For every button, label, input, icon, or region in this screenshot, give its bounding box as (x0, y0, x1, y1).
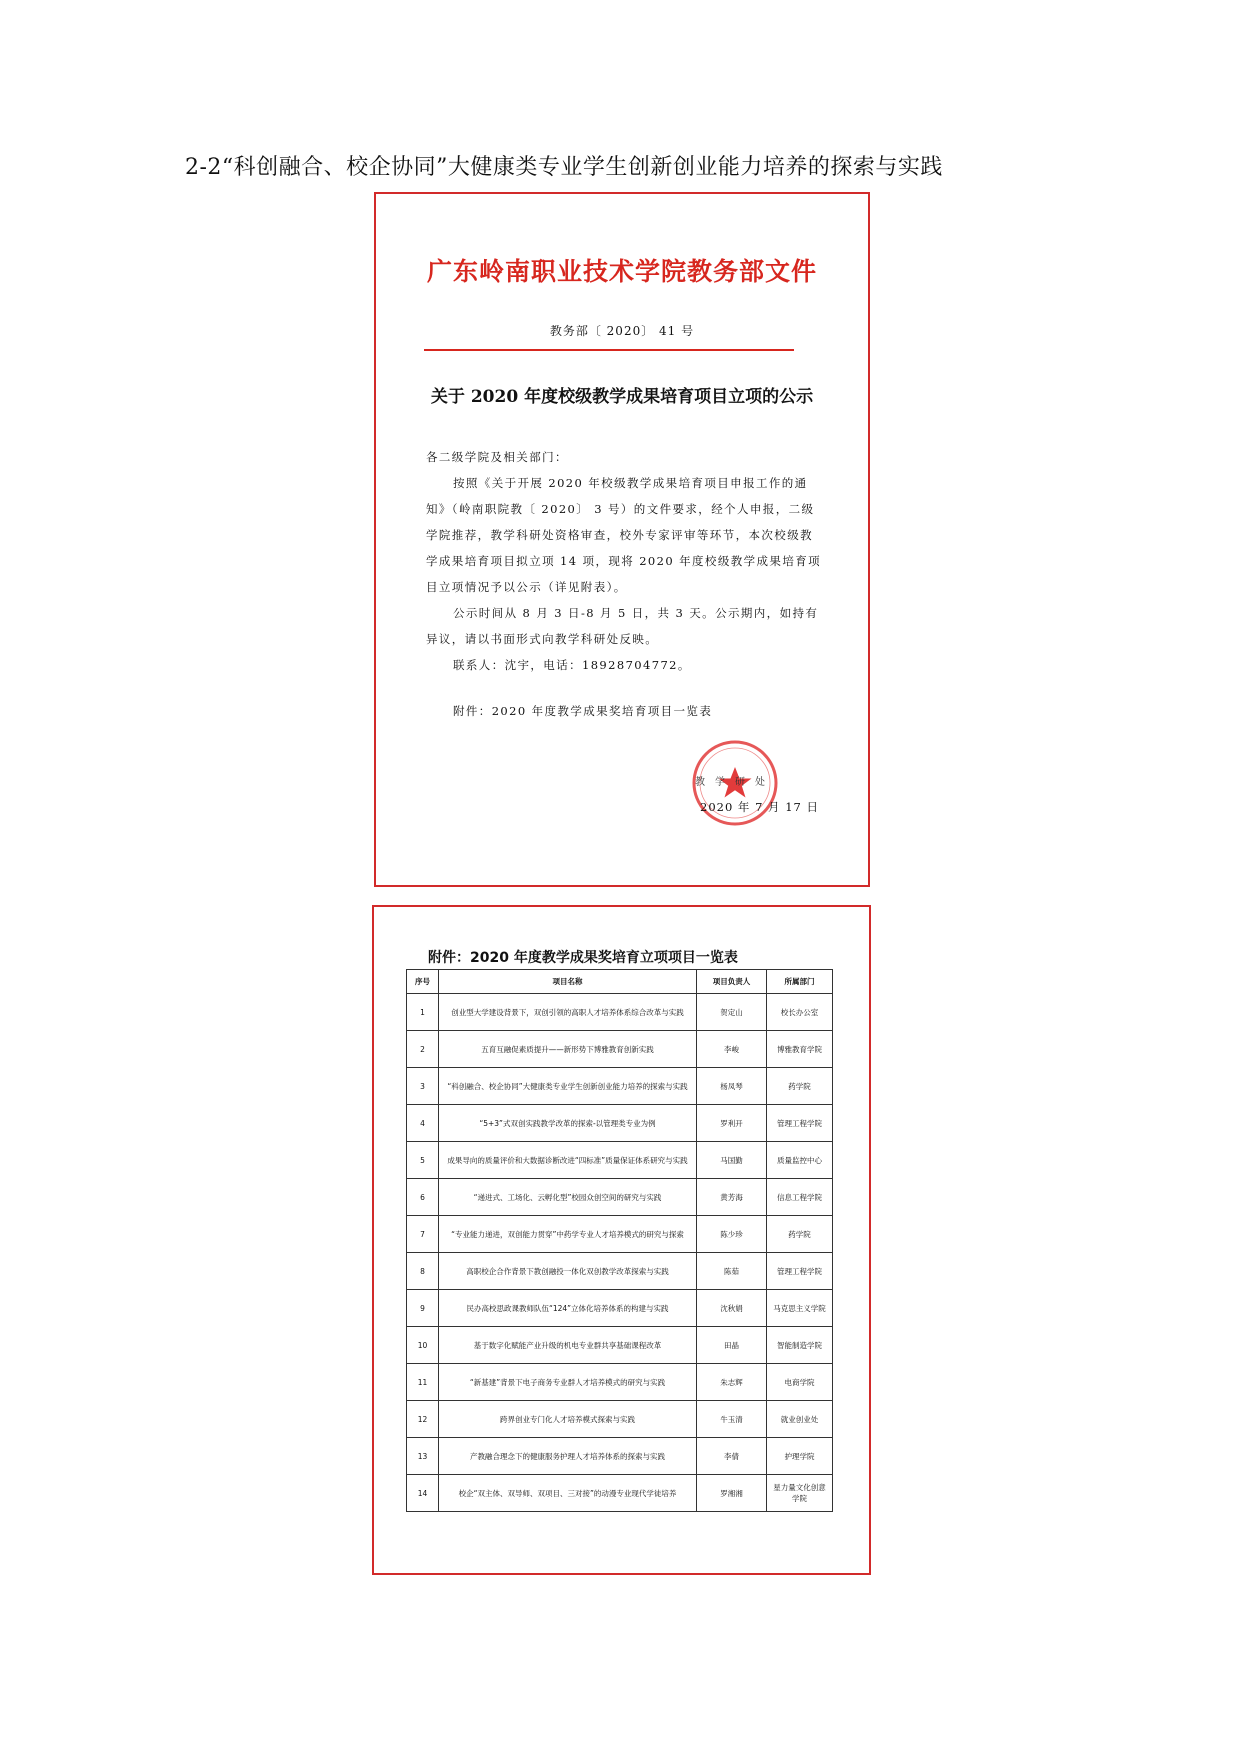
cell-no: 9 (407, 1290, 439, 1327)
cell-department: 博雅教育学院 (767, 1031, 833, 1068)
cell-project-lead: 马国勤 (697, 1142, 767, 1179)
cell-project-lead: 贺定山 (697, 994, 767, 1031)
red-divider (424, 349, 794, 351)
cell-project-name: 成果导向的质量评价和大数据诊断改进“四标准”质量保证体系研究与实践 (439, 1142, 697, 1179)
table-row (407, 1179, 833, 1216)
cell-no: 3 (407, 1068, 439, 1105)
cell-project-lead: 牛玉清 (697, 1401, 767, 1438)
table-row (407, 1253, 833, 1290)
table-row (407, 1142, 833, 1179)
cell-project-name: 校企“双主体、双导师、双项目、三对接”的动漫专业现代学徒培养 (439, 1475, 697, 1512)
table-row (407, 1068, 833, 1105)
cell-project-lead: 陈茹 (697, 1253, 767, 1290)
cell-project-name: 民办高校思政课教师队伍“124”立体化培养体系的构建与实践 (439, 1290, 697, 1327)
cell-project-name: 五育互融促素质提升——新形势下博雅教育创新实践 (439, 1031, 697, 1068)
cell-project-lead: 杨凤琴 (697, 1068, 767, 1105)
table-row (407, 1290, 833, 1327)
cell-project-lead: 罗湘湘 (697, 1475, 767, 1512)
cell-project-lead: 沈秋娟 (697, 1290, 767, 1327)
table-row (407, 1105, 833, 1142)
document-header: 广东岭南职业技术学院教务部文件 (426, 257, 817, 286)
table-row (407, 994, 833, 1031)
cell-project-name: “递进式、工场化、云孵化型”校园众创空间的研究与实践 (439, 1179, 697, 1216)
cell-project-lead: 田晶 (697, 1327, 767, 1364)
cell-project-lead: 朱志辉 (697, 1364, 767, 1401)
table-title: 附件：2020 年度教学成果奖培育立项项目一览表 (428, 950, 738, 966)
cell-department: 药学院 (767, 1216, 833, 1253)
cell-project-lead: 李峻 (697, 1031, 767, 1068)
salutation: 各二级学院及相关部门： (426, 450, 568, 464)
cell-no: 6 (407, 1179, 439, 1216)
document-body (426, 444, 822, 724)
cell-department: 马克思主义学院 (767, 1290, 833, 1327)
cell-project-name: 创业型大学建设背景下，双创引领的高职人才培养体系综合改革与实践 (439, 994, 697, 1031)
header-dept: 所属部门 (767, 970, 833, 994)
cell-project-name: “5+3”式双创实践教学改革的探索-以管理类专业为例 (439, 1105, 697, 1142)
contact-line: 联系人：沈宇，电话：18928704772。 (453, 658, 691, 672)
document-date: 2020 年 7 月 17 日 (700, 800, 819, 814)
header-lead: 项目负责人 (697, 970, 767, 994)
cell-no: 4 (407, 1105, 439, 1142)
cell-no: 5 (407, 1142, 439, 1179)
table-header-row (407, 970, 833, 994)
cell-no: 7 (407, 1216, 439, 1253)
header-no: 序号 (407, 970, 439, 994)
cell-no: 14 (407, 1475, 439, 1512)
cell-project-name: 跨界创业专门化人才培养模式探索与实践 (439, 1401, 697, 1438)
cell-project-lead: 罗利开 (697, 1105, 767, 1142)
cell-department: 星力量文化创意学院 (767, 1475, 833, 1512)
cell-department: 药学院 (767, 1068, 833, 1105)
table-row (407, 1216, 833, 1253)
projects-table (406, 969, 833, 1512)
cell-department: 电商学院 (767, 1364, 833, 1401)
table-row (407, 1438, 833, 1475)
cell-no: 10 (407, 1327, 439, 1364)
cell-department: 信息工程学院 (767, 1179, 833, 1216)
table-row (407, 1475, 833, 1512)
paragraph-2: 公示时间从 8 月 3 日-8 月 5 日，共 3 天。公示期内，如持有异议，请以书面形式向教学科研处反映。 (426, 606, 819, 646)
notice-document-image (374, 192, 870, 887)
table-row (407, 1327, 833, 1364)
table-body (407, 994, 833, 1512)
table-row (407, 1364, 833, 1401)
header-name: 项目名称 (439, 970, 697, 994)
cell-project-name: 高职校企合作背景下教创融投一体化双创教学改革探索与实践 (439, 1253, 697, 1290)
document-title: 关于 2020 年度校级教学成果培育项目立项的公示 (430, 387, 814, 407)
cell-department: 质量监控中心 (767, 1142, 833, 1179)
cell-no: 1 (407, 994, 439, 1031)
cell-no: 13 (407, 1438, 439, 1475)
cell-project-lead: 李倩 (697, 1438, 767, 1475)
cell-project-name: “科创融合、校企协同”大健康类专业学生创新创业能力培养的探索与实践 (439, 1068, 697, 1105)
cell-department: 就业创业处 (767, 1401, 833, 1438)
cell-project-name: 产教融合理念下的健康服务护理人才培养体系的探索与实践 (439, 1438, 697, 1475)
attachment-line: 附件：2020 年度教学成果奖培育项目一览表 (453, 704, 713, 718)
cell-department: 管理工程学院 (767, 1105, 833, 1142)
page-heading: 2-2“科创融合、校企协同”大健康类专业学生创新创业能力培养的探索与实践 (185, 155, 943, 180)
paragraph-1: 按照《关于开展 2020 年校级教学成果培育项目申报工作的通知》（岭南职院教〔 2020〕 3 号）的文件要求，经个人申报，二级学院推荐，教学科研处资格审查，校外专家评审等环节，本次校级教学成果培育项目拟立项 14 项，现将 2020 年度校级教学成果培育项目立项情况予以公示（详见附表）。 (426, 476, 822, 594)
cell-no: 8 (407, 1253, 439, 1290)
cell-department: 校长办公室 (767, 994, 833, 1031)
document-number: 教务部〔 2020〕 41 号 (549, 324, 695, 338)
cell-no: 12 (407, 1401, 439, 1438)
cell-no: 2 (407, 1031, 439, 1068)
table-row (407, 1401, 833, 1438)
cell-project-name: 基于数字化赋能产业升级的机电专业群共享基础课程改革 (439, 1327, 697, 1364)
cell-project-lead: 黄芳海 (697, 1179, 767, 1216)
seal-text: 教学研处 (695, 777, 775, 788)
table-row (407, 1031, 833, 1068)
cell-project-name: “专业能力递进，双创能力贯穿”中药学专业人才培养模式的研究与探索 (439, 1216, 697, 1253)
cell-project-name: “新基建”背景下电子商务专业群人才培养模式的研究与实践 (439, 1364, 697, 1401)
cell-project-lead: 陈少珍 (697, 1216, 767, 1253)
cell-department: 智能制造学院 (767, 1327, 833, 1364)
attachment-table-image (372, 905, 871, 1575)
cell-no: 11 (407, 1364, 439, 1401)
cell-department: 管理工程学院 (767, 1253, 833, 1290)
cell-department: 护理学院 (767, 1438, 833, 1475)
